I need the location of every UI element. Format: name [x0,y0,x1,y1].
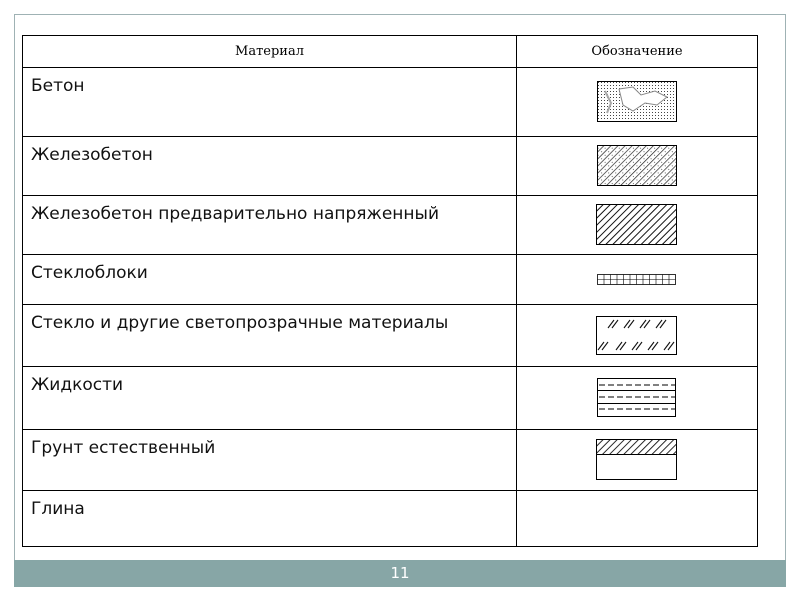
table-row [23,430,758,491]
symbol-cell [517,305,758,367]
material-name: Бетон [23,68,517,137]
material-name: Глина [23,491,517,547]
symbol-cell [517,196,758,255]
footer-bar [14,560,786,587]
materials-table [22,35,758,547]
table-row [23,367,758,430]
table-row [23,255,758,305]
table-row [23,305,758,367]
glass-block-icon [597,273,677,287]
header-symbol: Обозначение [517,36,758,68]
material-name: Железобетон предварительно напряженный [23,196,517,255]
glass-hatch-icon [596,316,678,356]
symbol-cell [517,255,758,305]
table-row [23,68,758,137]
symbol-cell [517,68,758,137]
table-row [23,491,758,547]
symbol-cell [517,367,758,430]
concrete-hatch-icon [597,81,677,123]
material-name: Жидкости [23,367,517,430]
table-header-row [23,36,758,68]
symbol-cell [517,137,758,196]
material-name: Стекло и другие светопрозрачные материалы [23,305,517,367]
table-row [23,196,758,255]
symbol-cell [517,491,758,547]
natural-soil-icon [596,439,678,481]
material-name: Железобетон [23,137,517,196]
symbol-cell [517,430,758,491]
header-material: Материал [23,36,517,68]
liquid-dashes-icon [597,378,677,418]
page-number: 11 [390,564,410,582]
prestressed-concrete-hatch-icon [596,204,678,246]
material-name: Стеклоблоки [23,255,517,305]
reinforced-concrete-hatch-icon [597,145,677,187]
table-row [23,137,758,196]
material-name: Грунт естественный [23,430,517,491]
